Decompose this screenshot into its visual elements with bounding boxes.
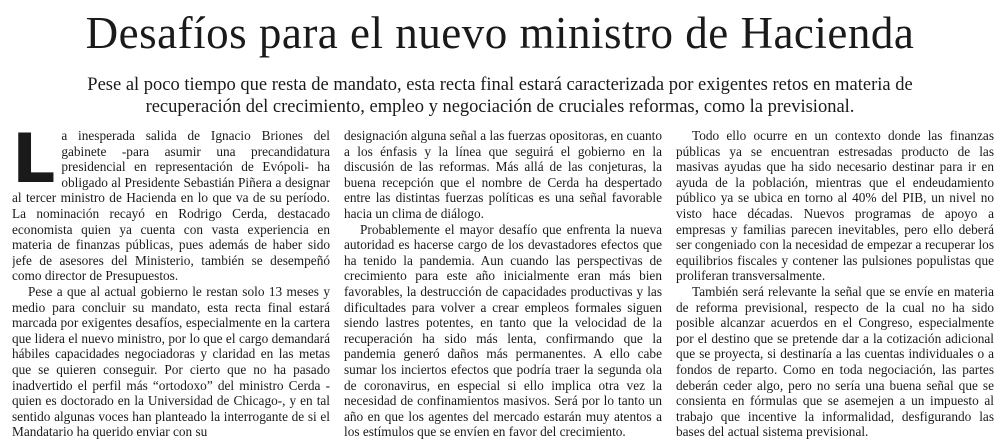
article-column-1: [12, 128, 330, 444]
paragraph: designación alguna señal a las fuerzas opositoras, en cuanto a los énfasis y la línea que seguirá el gobierno en la discusión de las reformas. Más allá de las conjeturas, la buena recepción que el nombre de Cerda ha despertado entre las distintas fuerzas políticas es una señal favorable hacia un clima de diálogo.: [344, 128, 662, 221]
article-column-3: [676, 128, 994, 444]
paragraph: Pese a que al actual gobierno le restan solo 13 meses y medio para concluir su mandato, esta recta final estará marcada por exigentes desafíos, especialmente en la cartera que lidera el nuevo ministro, por lo que el cargo demandará hábiles capacidades negociadoras y claridad en las metas que se quieren conseguir. Por cierto que no ha pasado inadvertido el perfil más “ortodoxo” del ministro Cerda -quien es doctorado en la Universidad de Chicago-, y en tal sentido algunas voces han planteado la interrogante de si el Mandatario ha querido enviar con su: [12, 283, 330, 440]
article-body: [12, 128, 994, 444]
paragraph: También será relevante la señal que se envíe en materia de reforma previsional, respecto de la cual no ha sido posible alcanzar acuerdos en el Congreso, especialmente por el destino que se pretende dar a la cotización adicional que se proyecta, si destinaría a las cuentas individuales o a fondos de reparto. Como en toda negociación, las partes deberán ceder algo, pero no sería una buena señal que se consienta en fórmulas que se asemejen a un impuesto al trabajo que incentive la informalidad, desfigurando las bases del actual sistema previsional.: [676, 283, 994, 440]
paragraph: Probablemente el mayor desafío que enfrenta la nueva autoridad es hacerse cargo de los devastadores efectos que ha tenido la pandemia. Aun cuando las perspectivas de crecimiento para este año inicialmente eran más bien favorables, la destrucción de capacidades productivas y las dificultades para volver a crear empleos formales siguen siendo lastres potentes, en tanto que la velocidad de la recuperación ha sido más lenta, confirmando que la pandemia generó daños más permanentes. A ello cabe sumar los inciertos efectos que podría traer la segunda ola de coronavirus, en especial si ello implica otra vez la necesidad de confinamientos masivos. Será por lo tanto un año en que los agentes del mercado estarán muy atentos a los estímulos que se envíen en favor del crecimiento.: [344, 221, 662, 440]
drop-cap: L: [12, 128, 56, 199]
paragraph: [12, 128, 330, 284]
article-column-2: [344, 128, 662, 444]
paragraph: Todo ello ocurre en un contexto donde las finanzas públicas ya se encuentran estresadas producto de las masivas ayudas que ha sido necesario destinar para ir en ayuda de la población, mientras que el endeudamiento público ya se ubica en torno al 40% del PIB, un nivel no visto hace décadas. Nuevos programas de apoyo a empresas y familias parecen inevitables, pero ello deberá ser congeniado con la necesidad de empezar a recuperar los equilibrios fiscales y contener las pulsiones populistas que proliferan transversalmente.: [676, 128, 994, 284]
article-lead: Pese al poco tiempo que resta de mandato, esta recta final estará caracterizada por exigentes retos en materia de recuperación del crecimiento, empleo y negociación de cruciales reformas, como la previsional.: [87, 75, 913, 117]
paragraph-text: a inesperada salida de Ignacio Briones del gabinete -para asumir una precandidatura presidencial en representación de Evópoli- ha obligado al Presidente Sebastián Piñera a designar al tercer ministro de Hacienda en lo que va de su período. La nominación recayó en Rodrigo Cerda, destacado economista quien ya cuenta con vasta experiencia en materia de finanzas públicas, pues además de haber sido jefe de asesores del Ministerio, también se desempeñó como director de Presupuestos.: [12, 128, 330, 284]
article-headline: Desafíos para el nuevo ministro de Hacienda: [85, 8, 915, 58]
